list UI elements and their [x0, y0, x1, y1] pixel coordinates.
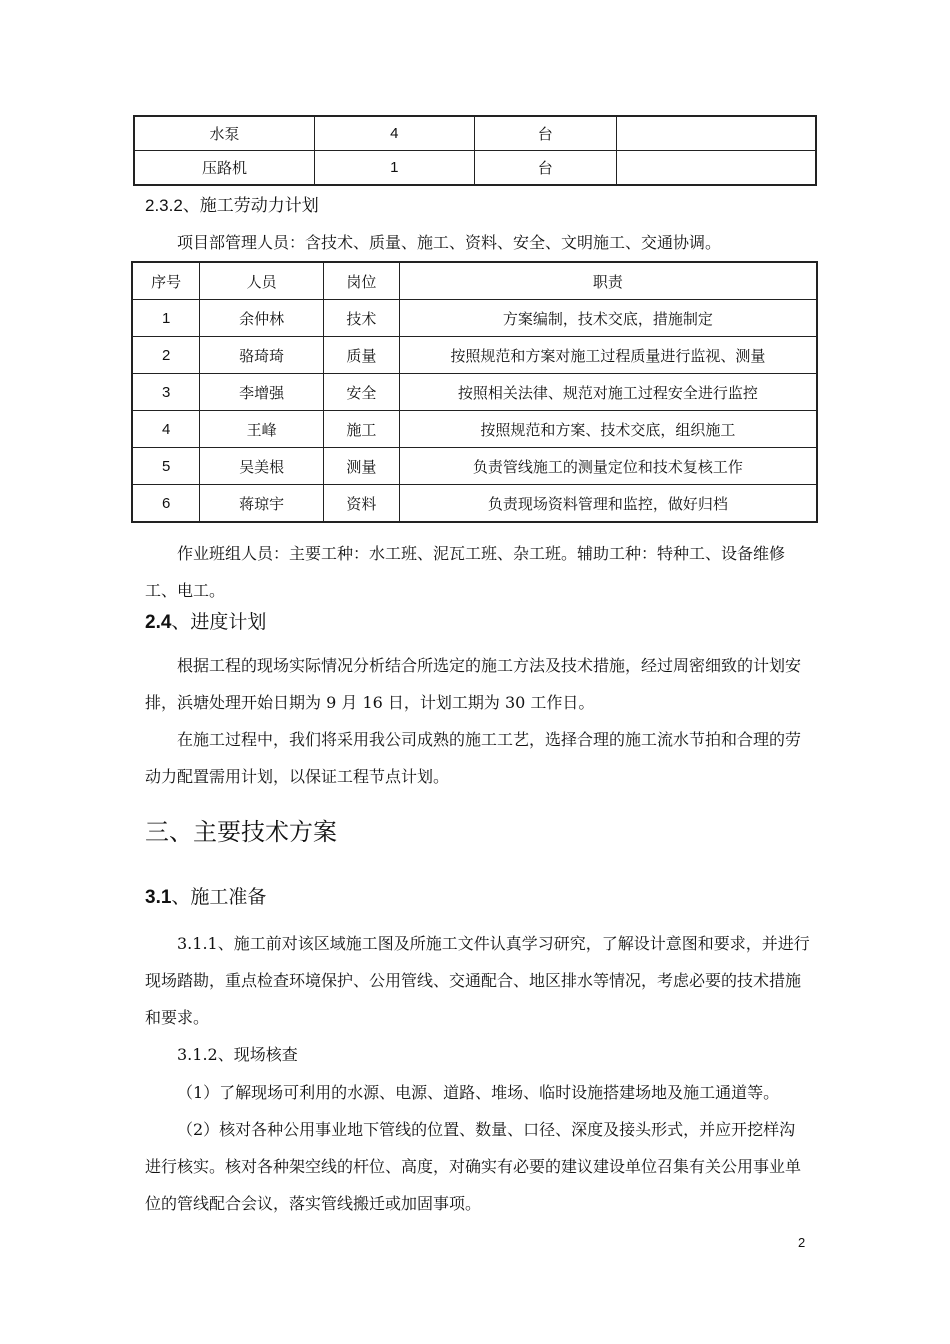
equipment-note: [617, 151, 816, 186]
section-title: 、施工劳动力计划: [182, 196, 319, 216]
section-heading-2-3-2: [145, 196, 319, 216]
table-cell: 按照相关法律、规范对施工过程安全进行监控: [399, 374, 817, 411]
table-cell: 测量: [323, 448, 399, 485]
table-cell: 资料: [323, 485, 399, 523]
paragraph-3-1-1: 3.1.1、施工前对该区域施工图及所施工文件认真学习研究，了解设计意图和要求，并进行现场踏勘，重点检查环境保护、公用管线、交通配合、地区排水等情况，考虑必要的技术措施和要求。: [145, 934, 810, 1027]
equipment-name: 水泵: [134, 116, 314, 151]
subsection-heading-3-1-2: 3.1.2、现场核查: [177, 1045, 298, 1064]
section-heading-3-1: [145, 885, 266, 910]
equipment-table: [133, 115, 817, 186]
section-title: 、进度计划: [171, 611, 267, 633]
section-heading-2-4: [145, 610, 266, 635]
equipment-qty: 1: [314, 151, 474, 186]
section-number: 2.3.2: [145, 196, 183, 215]
table-cell: 技术: [323, 300, 399, 337]
column-header: 人员: [200, 262, 324, 300]
staff-table: [131, 261, 818, 523]
table-header-row: [132, 262, 817, 300]
schedule-paragraph-1: 根据工程的现场实际情况分析结合所选定的施工方法及技术措施，经过周密细致的计划安排，浜塘处理开始日期为 9 月 16 日，计划工期为 30 工作日。: [145, 656, 802, 712]
table-cell: 骆琦琦: [200, 337, 324, 374]
table-cell: 2: [132, 337, 200, 374]
equipment-name: 压路机: [134, 151, 314, 186]
list-item: （1）了解现场可利用的水源、电源、道路、堆场、临时设施搭建场地及施工通道等。: [177, 1083, 780, 1102]
equipment-note: [617, 116, 816, 151]
table-row: [134, 151, 816, 186]
chapter-title: 三、主要技术方案: [145, 818, 337, 846]
equipment-qty: 4: [314, 116, 474, 151]
table-row: [132, 411, 817, 448]
page-number: 2: [798, 1235, 806, 1250]
table-row: [132, 485, 817, 523]
table-cell: 质量: [323, 337, 399, 374]
section-title: 、施工准备: [171, 886, 267, 908]
table-cell: 余仲林: [200, 300, 324, 337]
table-cell: 安全: [323, 374, 399, 411]
list-item: （2）核对各种公用事业地下管线的位置、数量、口径、深度及接头形式，并应开挖样沟进行核实。核对各种架空线的杆位、高度，对确实有必要的建议建设单位召集有关公用事业单位的管线配合会议，落实管线搬迁或加固事项。: [145, 1120, 802, 1213]
table-row: [134, 116, 816, 151]
section-number: 3.1: [145, 887, 172, 908]
table-cell: 按照规范和方案对施工过程质量进行监视、测量: [399, 337, 817, 374]
column-header: 序号: [132, 262, 200, 300]
table-cell: 负责现场资料管理和监控，做好归档: [399, 485, 817, 523]
table-cell: 5: [132, 448, 200, 485]
equipment-unit: 台: [474, 116, 617, 151]
table-cell: 3: [132, 374, 200, 411]
table-cell: 蒋琼宇: [200, 485, 324, 523]
equipment-unit: 台: [474, 151, 617, 186]
column-header: 岗位: [323, 262, 399, 300]
table-cell: 施工: [323, 411, 399, 448]
table-row: [132, 337, 817, 374]
section-number: 2.4: [145, 612, 172, 633]
table-cell: 4: [132, 411, 200, 448]
table-row: [132, 448, 817, 485]
table-cell: 1: [132, 300, 200, 337]
table-row: [132, 300, 817, 337]
column-header: 职责: [399, 262, 817, 300]
management-line: 项目部管理人员：含技术、质量、施工、资料、安全、文明施工、交通协调。: [177, 233, 722, 252]
table-cell: 负责管线施工的测量定位和技术复核工作: [399, 448, 817, 485]
crew-paragraph: 作业班组人员：主要工种：水工班、泥瓦工班、杂工班。辅助工种：特种工、设备维修工、电工。: [145, 544, 786, 600]
table-row: [132, 374, 817, 411]
table-cell: 按照规范和方案、技术交底，组织施工: [399, 411, 817, 448]
table-cell: 李增强: [200, 374, 324, 411]
table-cell: 王峰: [200, 411, 324, 448]
table-cell: 方案编制，技术交底，措施制定: [399, 300, 817, 337]
table-cell: 6: [132, 485, 200, 523]
table-cell: 吴美根: [200, 448, 324, 485]
schedule-paragraph-2: 在施工过程中，我们将采用我公司成熟的施工工艺，选择合理的施工流水节拍和合理的劳动力配置需用计划，以保证工程节点计划。: [145, 730, 802, 786]
